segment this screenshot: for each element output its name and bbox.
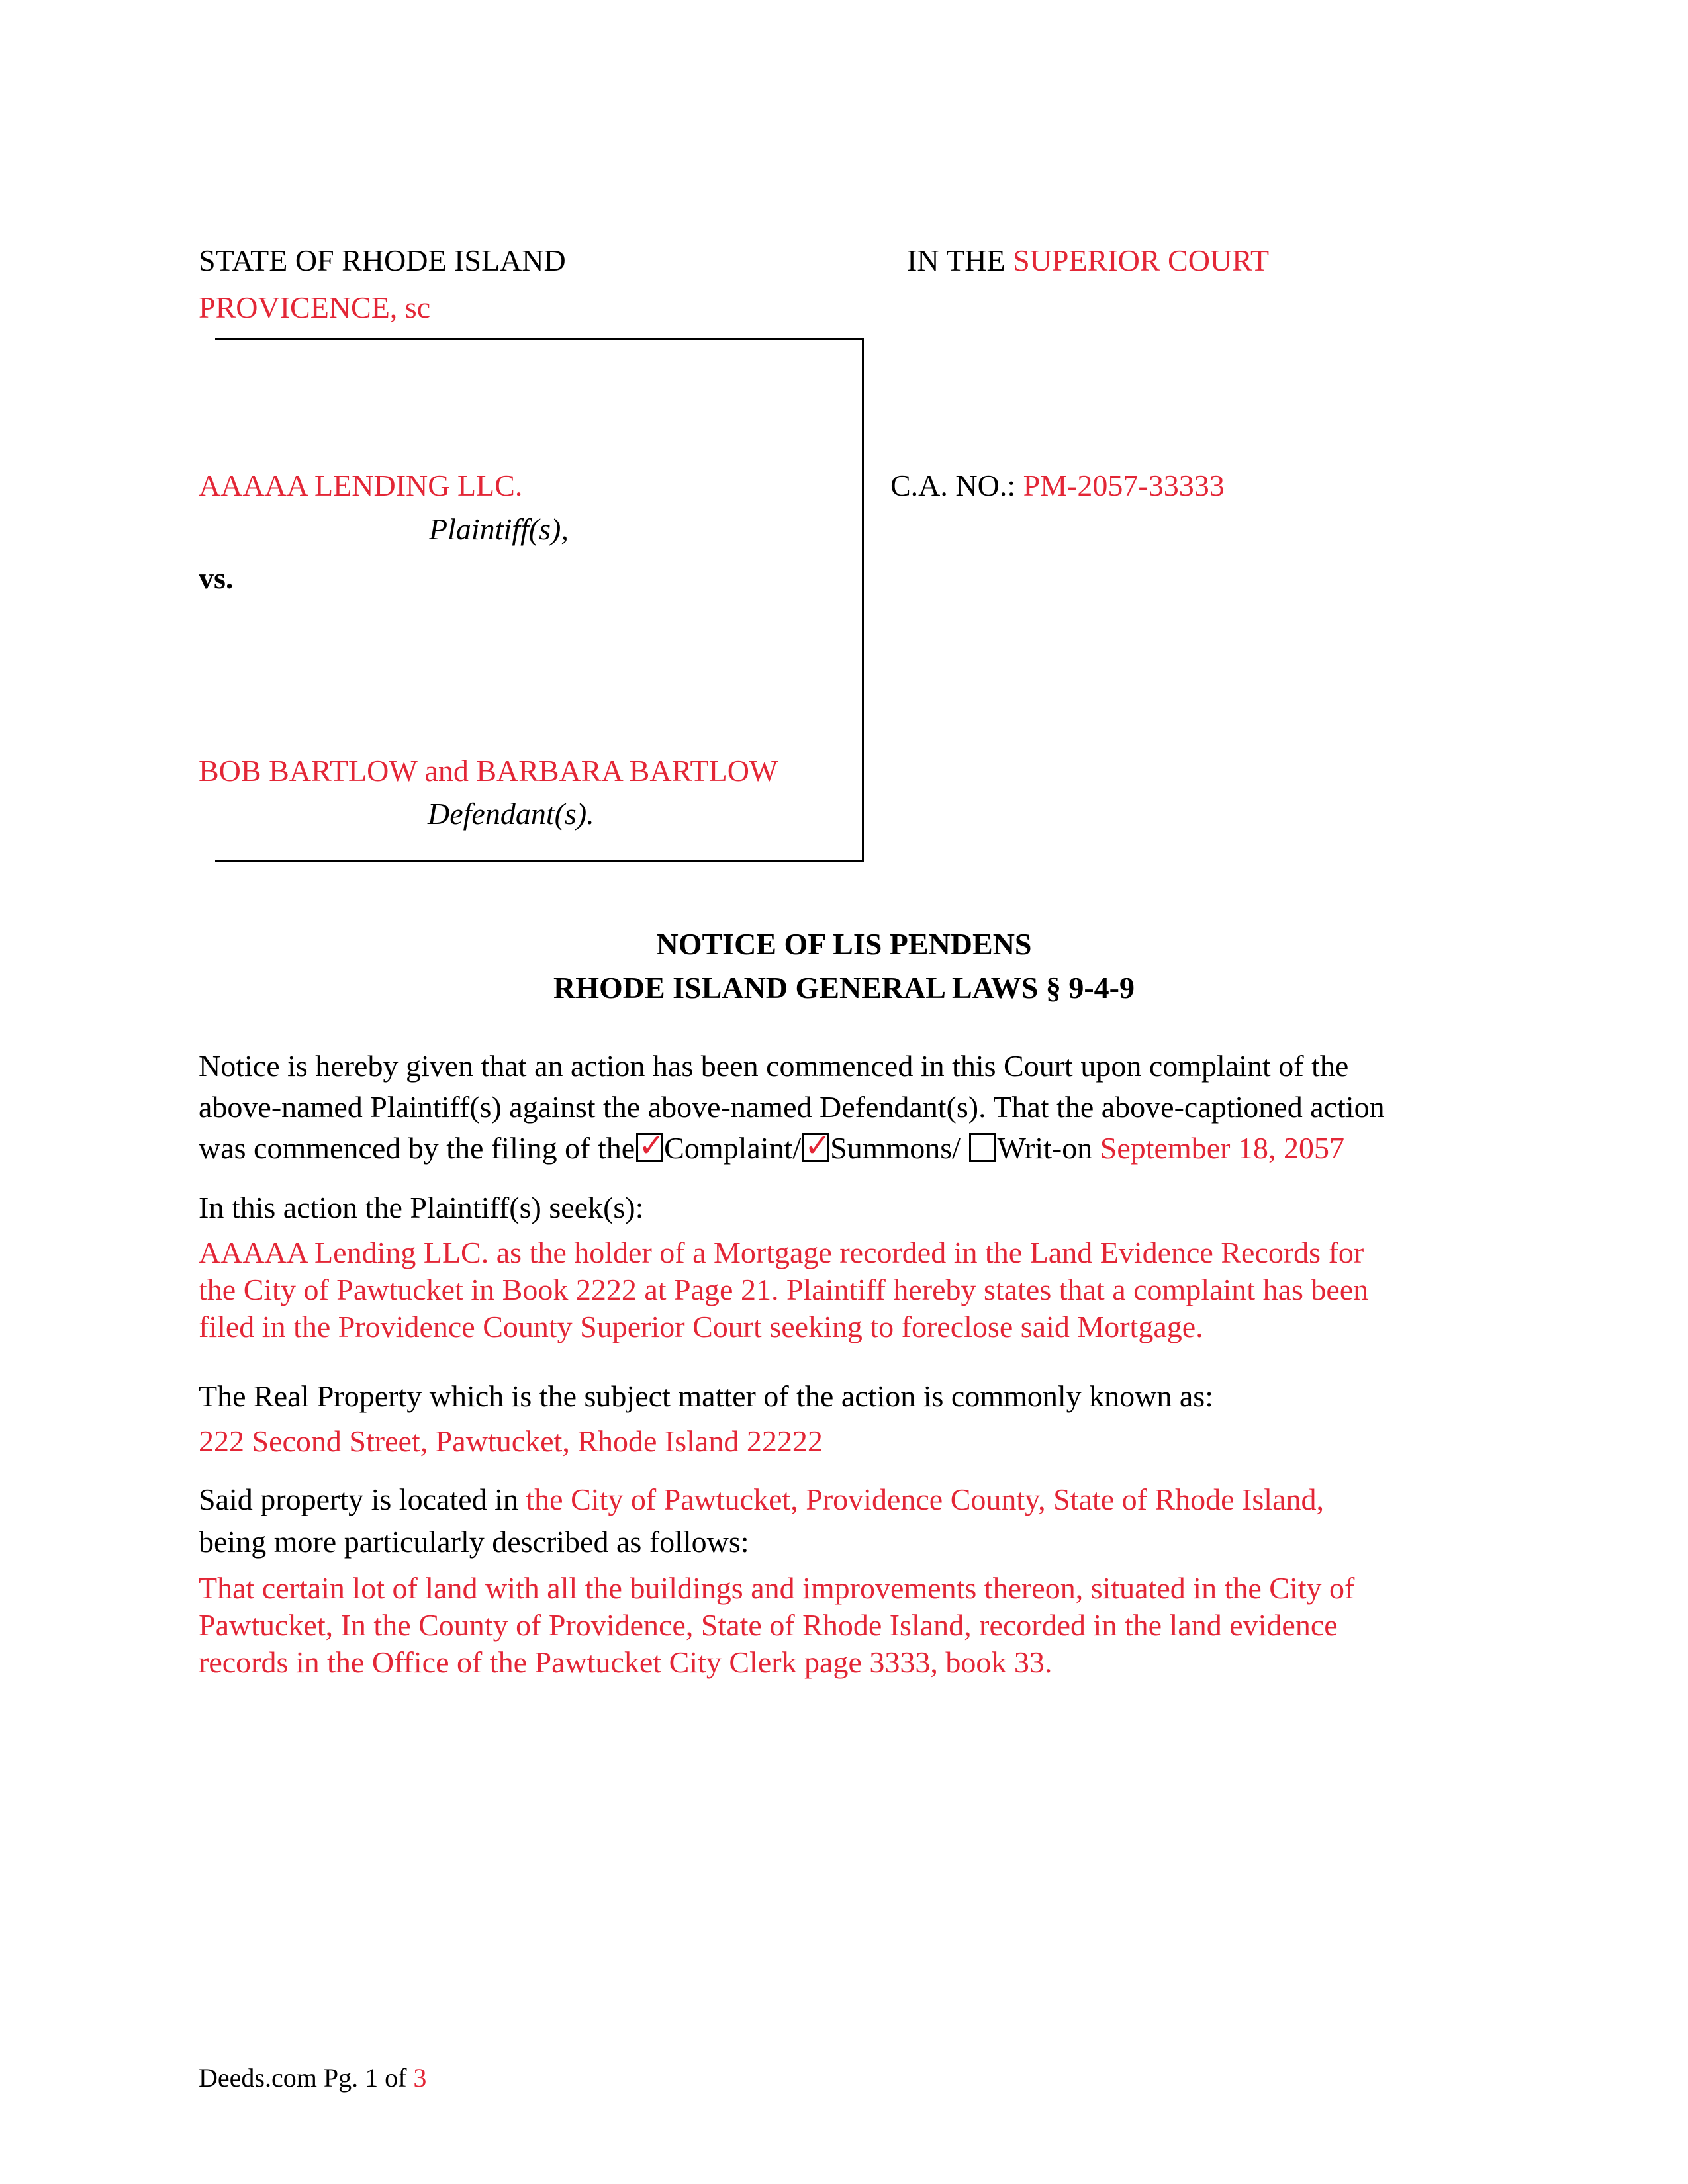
writ-checkbox[interactable] xyxy=(969,1133,996,1162)
property-intro: The Real Property which is the subject matter of the action is commonly known as: xyxy=(199,1379,1213,1413)
plaintiff-label: Plaintiff(s), xyxy=(429,512,569,546)
complaint-checkbox[interactable] xyxy=(636,1127,665,1164)
document-subtitle: RHODE ISLAND GENERAL LAWS § 9-4-9 xyxy=(553,971,1135,1005)
description-intro: being more particularly described as follows: xyxy=(199,1525,749,1559)
court-prefix: IN THE xyxy=(907,244,1006,277)
case-number-prefix: C.A. NO.: xyxy=(890,469,1016,502)
relief-line-2: the City of Pawtucket in Book 2222 at Page 21. Plaintiff hereby states that a complaint has been xyxy=(199,1273,1369,1306)
summons-check-icon: ✓ xyxy=(804,1127,831,1164)
legal-description-field xyxy=(199,1570,1496,1681)
defendant-label: Defendant(s). xyxy=(428,797,594,831)
complaint-label: Complaint/ xyxy=(664,1131,802,1165)
relief-line-3: filed in the Providence County Superior Court seeking to foreclose said Mortgage. xyxy=(199,1310,1203,1343)
county-field: PROVICENCE, sc xyxy=(199,291,431,324)
state-heading: STATE OF RHODE ISLAND xyxy=(199,244,566,277)
legal-description-line-3: records in the Office of the Pawtucket City Clerk page 3333, book 33. xyxy=(199,1645,1053,1679)
plaintiff-name-field: AAAAA LENDING LLC. xyxy=(199,469,523,502)
footer-site: Deeds.com Pg. xyxy=(199,2063,359,2093)
notice-line-1: Notice is hereby given that an action has been commenced in this Court upon complaint of the xyxy=(199,1049,1349,1083)
location-prefix: Said property is located in xyxy=(199,1482,518,1516)
page-footer xyxy=(199,2062,426,2094)
caption-box-bottom-line xyxy=(215,860,864,862)
footer-page-total: 3 xyxy=(413,2063,427,2093)
relief-description-field xyxy=(199,1234,1496,1345)
complaint-check-icon: ✓ xyxy=(638,1127,665,1164)
versus-label: vs. xyxy=(199,561,234,595)
caption-box-right-line xyxy=(862,338,864,861)
legal-description-line-2: Pawtucket, In the County of Providence, State of Rhode Island, recorded in the land evidence xyxy=(199,1608,1338,1642)
case-number-field: PM-2057-33333 xyxy=(1023,469,1225,502)
property-address-field: 222 Second Street, Pawtucket, Rhode Island 22222 xyxy=(199,1424,823,1458)
footer-page-number: 1 xyxy=(365,2063,379,2093)
court-name-field: SUPERIOR COURT xyxy=(1013,244,1270,277)
defendant-name-field: BOB BARTLOW and BARBARA BARTLOW xyxy=(199,754,778,788)
notice-line-2: above-named Plaintiff(s) against the above-named Defendant(s). That the above-captioned action xyxy=(199,1090,1385,1124)
relief-line-1: AAAAA Lending LLC. as the holder of a Mortgage recorded in the Land Evidence Records for xyxy=(199,1236,1364,1269)
summons-label: Summons/ xyxy=(830,1131,961,1165)
filing-date-field: September 18, 2057 xyxy=(1100,1131,1344,1165)
notice-line-3-prefix: was commenced by the filing of the xyxy=(199,1131,635,1165)
summons-checkbox[interactable] xyxy=(802,1127,831,1164)
document-title: NOTICE OF LIS PENDENS xyxy=(656,927,1032,961)
relief-intro: In this action the Plaintiff(s) seek(s): xyxy=(199,1191,644,1224)
property-location-field: the City of Pawtucket, Providence County, State of Rhode Island, xyxy=(526,1482,1324,1516)
caption-box-top-line xyxy=(215,338,864,340)
property-location-line xyxy=(199,1481,1324,1518)
legal-description-line-1: That certain lot of land with all the buildings and improvements thereon, situated in the City of xyxy=(199,1571,1355,1605)
case-number-line xyxy=(890,467,1225,504)
notice-line-3 xyxy=(199,1128,1496,1169)
notice-paragraph xyxy=(199,1046,1496,1169)
writ-label: Writ-on xyxy=(997,1131,1093,1165)
court-heading xyxy=(907,242,1269,279)
footer-of: of xyxy=(385,2063,407,2093)
